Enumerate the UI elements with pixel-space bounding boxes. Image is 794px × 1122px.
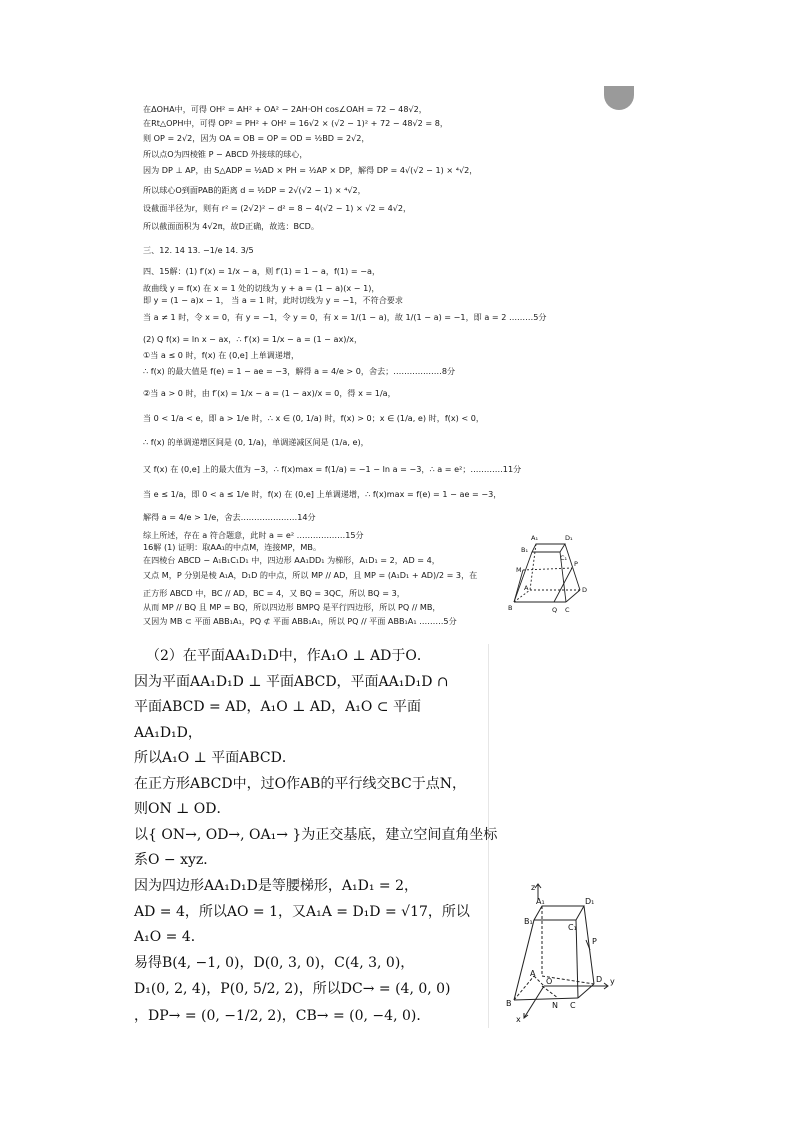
text-line: 当 0 < 1/a < e，即 a > 1/e 时，∴ x ∈ (0, 1/a) 时，f(x) > 0；x ∈ (1/a, e) 时，f(x) < 0， [143, 413, 484, 423]
answer-line: 三、12. 14 13. −1/e 14. 3/5 [143, 245, 254, 255]
text-line: 易得B(4, −1, 0)，D(0, 3, 0)，C(4, 3, 0)， [134, 955, 415, 971]
vertex-label: A₁ [536, 897, 545, 906]
text-line: 所以球心O到面PAB的距离 d = ½DP = 2√(√2 − 1) × ⁴√2， [143, 185, 366, 195]
text-line: (2) Q f(x) = ln x − ax，∴ f′(x) = 1/x − a = (1 − ax)/x， [143, 334, 363, 344]
text-line: 因为平面AA₁D₁D ⊥ 平面ABCD，平面AA₁D₁D ∩ [134, 674, 449, 690]
axis-label: x [516, 1015, 521, 1024]
text-line: 解得 a = 4/e > 1/e，舍去…………………14分 [143, 512, 316, 522]
text-line: 平面ABCD = AD，A₁O ⊥ AD，A₁O ⊂ 平面 [134, 699, 421, 715]
text-line: 以{ ON→, OD→, OA₁→ }为正交基底，建立空间直角坐标 [134, 827, 498, 843]
text-line: 在四棱台 ABCD − A₁B₁C₁D₁ 中，四边形 AA₁DD₁ 为梯形，A₁D₁ = 2，AD = 4， [143, 555, 440, 565]
text-line: 从而 MP // BQ 且 MP = BQ，所以四边形 BMPQ 是平行四边形，所以 PQ // MB， [143, 602, 441, 612]
text-line: 又点 M，P 分别是棱 A₁A，D₁D 的中点，所以 MP // AD，且 MP = (A₁D₁ + AD)/2 = 3，在 [143, 570, 478, 580]
vertex-label: B₁ [521, 546, 529, 554]
vertex-label: D₁ [565, 534, 573, 542]
text-line: ①当 a ≤ 0 时，f(x) 在 (0,e] 上单调递增， [143, 350, 300, 360]
vertex-label: D [582, 586, 588, 594]
text-line: 则 OP = 2√2，因为 OA = OB = OP = OD = ½BD = 2√2， [143, 133, 370, 143]
vertex-label: N [552, 1001, 558, 1010]
text-line: 设截面半径为r，则有 r² = (2√2)² − d² = 8 − 4(√2 − 1) × √2 = 4√2， [143, 203, 412, 213]
vertex-label: A [524, 584, 529, 592]
vertex-label: M [516, 566, 522, 574]
vertex-label: A [530, 969, 536, 978]
text-line: 又因为 MB ⊂ 平面 ABB₁A₁，PQ ⊄ 平面 ABB₁A₁，所以 PQ // 平面 ABB₁A₁ ………5分 [143, 616, 457, 626]
vertex-label: B [506, 999, 512, 1008]
text-line: 又 f(x) 在 (0,e] 上的最大值为 −3，∴ f(x)max = f(1/a) = −1 − ln a = −3，∴ a = e²；…………11分 [143, 464, 522, 474]
vertex-label: C [565, 606, 570, 614]
text-line: 在正方形ABCD中，过O作AB的平行线交BC于点N， [134, 776, 466, 792]
text-line: 因为四边形AA₁D₁D是等腰梯形，A₁D₁ = 2， [134, 878, 418, 894]
text-line: AA₁D₁D， [134, 725, 202, 741]
frustum-coordinate-figure [500, 880, 620, 1028]
vertex-label: C₁ [568, 923, 577, 932]
text-line: ∴ f(x) 的最大值是 f(e) = 1 − ae = −3，解得 a = 4/e > 0，舍去；………………8分 [143, 366, 456, 376]
text-line: D₁(0, 2, 4)，P(0, 5/2, 2)，所以DC→ = (4, 0, 0) [134, 981, 451, 997]
text-line: ，DP→ = (0, −1/2, 2)，CB→ = (0, −4, 0)． [134, 1008, 431, 1024]
vertex-label: Q [552, 606, 558, 614]
text-line: 正方形 ABCD 中，BC // AD，BC = 4，又 BQ = 3QC，所以 BQ = 3， [143, 588, 405, 598]
text-line: 在ΔOHA中，可得 OH² = AH² + OA² − 2AH·OH cos∠OAH = 72 − 48√2， [143, 104, 427, 114]
vertex-label: O [546, 977, 553, 986]
text-line: 当 e ≤ 1/a，即 0 < a ≤ 1/e 时，f(x) 在 (0,e] 上单调递增，∴ f(x)max = f(e) = 1 − ae = −3， [143, 489, 502, 499]
text-line: 在Rt△OPH中，可得 OP² = PH² + OH² = 16√2 × (√2 − 1)² + 72 − 48√2 = 8， [143, 118, 448, 128]
text-line: ②当 a > 0 时，由 f′(x) = 1/x − a = (1 − ax)/x = 0，得 x = 1/a， [143, 388, 396, 398]
frustum-figure-1 [508, 530, 590, 622]
vertex-label: C₁ [560, 554, 568, 562]
vertex-label: C [570, 1001, 576, 1010]
text-line: AD = 4，所以AO = 1，又A₁A = D₁D = √17，所以 [134, 904, 470, 920]
vertex-label: B₁ [524, 917, 533, 926]
text-line: 所以A₁O ⊥ 平面ABCD． [134, 750, 296, 766]
text-line: 所以点O为四棱锥 P − ABCD 外接球的球心， [143, 149, 308, 159]
vertex-label: D [596, 975, 603, 984]
vertex-label: D₁ [585, 897, 595, 906]
text-line: （2）在平面AA₁D₁D中，作A₁O ⊥ AD于O． [146, 648, 431, 664]
text-line: 16解 (1) 证明：取AA₁的中点M，连接MP，MB。 [143, 542, 322, 552]
vertex-label: P [592, 937, 597, 946]
text-line: 系O − xyz． [134, 852, 218, 868]
text-line: 当 a ≠ 1 时，令 x = 0，有 y = −1，令 y = 0，有 x = 1/(1 − a)，故 1/(1 − a) = −1，即 a = 2 ………5分 [143, 312, 547, 322]
text-line: 即 y = (1 − a)x − 1， 当 a = 1 时，此时切线为 y = −1，不符合要求 [143, 295, 403, 305]
text-line: 故曲线 y = f(x) 在 x = 1 处的切线为 y + a = (1 − a)(x − 1)， [143, 283, 380, 293]
text-line: 所以截面面积为 4√2π，故D正确，故选：BCD。 [143, 221, 319, 231]
text-line: 综上所述，存在 a 符合题意，此时 a = e² ………………15分 [143, 530, 364, 540]
text-line: 因为 DP ⊥ AP，由 S△ADP = ½AD × PH = ½AP × DP，解得 DP = 4√(√2 − 1) × ⁴√2， [143, 165, 478, 175]
text-line: 则ON ⊥ OD． [134, 801, 231, 817]
text-line: 四、15解：(1) f′(x) = 1/x − a，则 f′(1) = 1 − a，f(1) = −a， [143, 266, 381, 276]
axis-label: y [610, 977, 615, 986]
vertex-label: A₁ [531, 534, 539, 542]
text-line: ∴ f(x) 的单调递增区间是 (0, 1/a)，单调递减区间是 (1/a, e)， [143, 437, 369, 447]
vertex-label: P [574, 560, 578, 568]
text-line: A₁O = 4． [134, 929, 205, 945]
scan-artifact [604, 86, 634, 110]
vertex-label: B [508, 604, 513, 612]
axis-label: z [531, 883, 536, 892]
